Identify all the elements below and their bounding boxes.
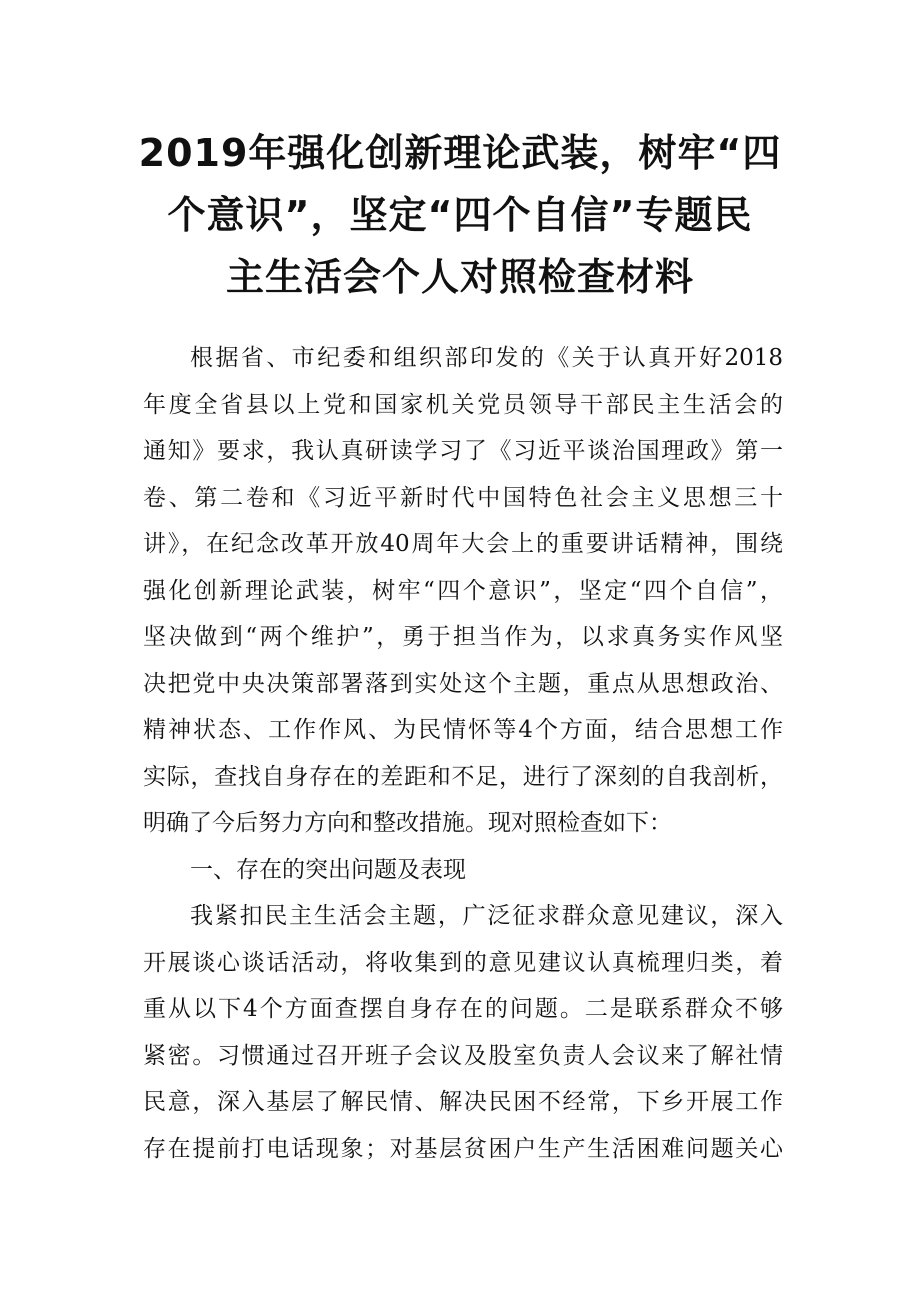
text-line: 卷、第二卷和《习近平新时代中国特色社会主义思想三十 [143,484,783,511]
text-line: 开展谈心谈话活动，将收集到的意见建议认真梳理归类，着 [143,949,783,976]
title-line-3: 主生活会个人对照检查材料 [225,255,694,299]
section-heading: 一、存在的突出问题及表现 [190,856,466,883]
text-line: 我紧扣民主生活会主题，广泛征求群众意见建议，深入 [190,903,783,929]
document-body [143,335,783,1172]
paragraph-intro [143,335,783,847]
text-line: 精神状态、工作作风、为民情怀等4个方面，结合思想工作 [143,717,783,743]
document-title [100,122,820,308]
text-line: 实际，查找自身存在的差距和不足，进行了深刻的自我剖析， [143,763,783,790]
text-line: 讲》，在纪念改革开放40周年大会上的重要讲话精神，围绕 [143,531,783,557]
text-line: 年度全省县以上党和国家机关党员领导干部民主生活会的 [143,391,783,418]
text-line: 紧密。习惯通过召开班子会议及股室负责人会议来了解社情 [143,1042,783,1069]
text-line: 重从以下4个方面查摆自身存在的问题。二是联系群众不够 [143,996,783,1022]
text-line: 根据省、市纪委和组织部印发的《关于认真开好2018 [190,345,783,371]
text-line: 强化创新理论武装，树牢“四个意识”，坚定“四个自信”， [143,577,783,604]
text-line: 民意，深入基层了解民情、解决民困不经常，下乡开展工作 [143,1089,783,1115]
text-line: 通知》要求，我认真研读学习了《习近平谈治国理政》第一 [143,438,783,464]
text-line: 决把党中央决策部署落到实处这个主题，重点从思想政治、 [143,670,783,697]
title-line-1: 2019年强化创新理论武装，树牢“四 [138,131,782,175]
text-line: 坚决做到“两个维护”，勇于担当作为，以求真务实作风坚 [143,624,783,650]
paragraph-problems [143,893,783,1172]
text-line: 明确了今后努力方向和整改措施。现对照检查如下： [143,810,672,836]
title-line-2: 个意识”，坚定“四个自信”专题民 [167,193,753,237]
text-line: 存在提前打电话现象；对基层贫困户生产生活困难问题关心 [143,1135,783,1162]
